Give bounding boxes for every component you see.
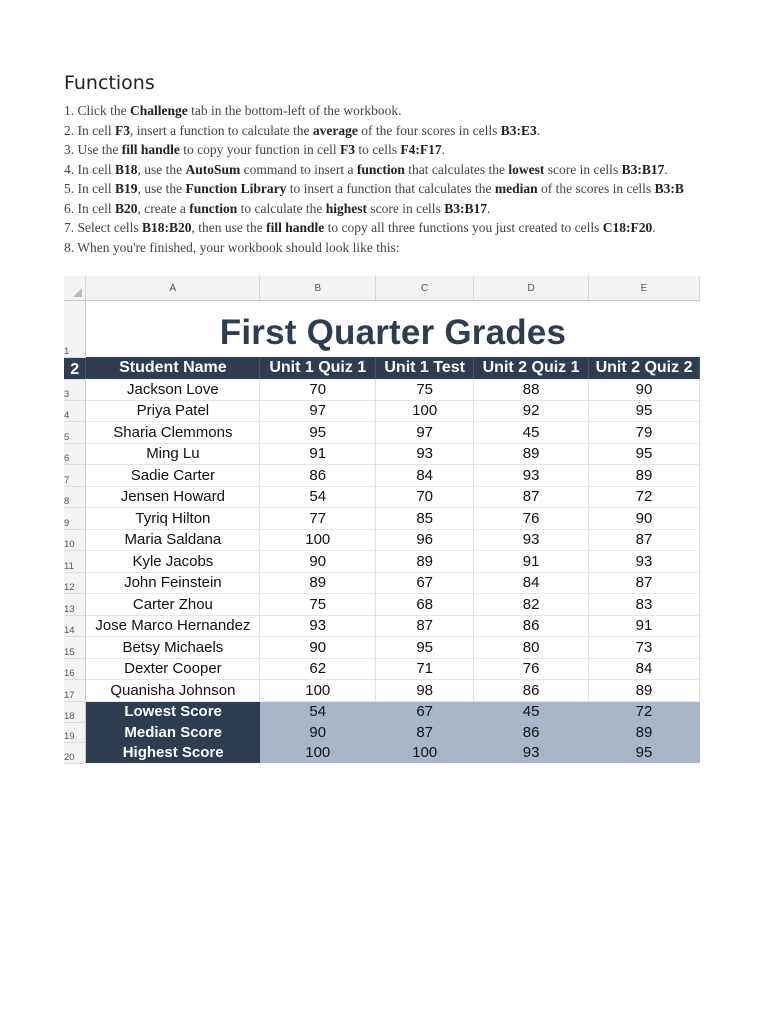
header-row — [64, 357, 700, 379]
page-heading: Functions — [64, 72, 155, 94]
instruction-keyword: B20 — [114, 200, 138, 216]
student-name-cell[interactable]: Maria Saldana — [86, 529, 260, 551]
score-cell[interactable]: 90 — [260, 551, 376, 573]
row-number[interactable]: 9 — [64, 508, 86, 530]
score-cell[interactable]: 45 — [474, 701, 589, 722]
instruction-keyword: B18 — [114, 161, 138, 177]
score-cell[interactable]: 89 — [474, 443, 589, 465]
row-number[interactable]: 3 — [64, 379, 86, 400]
score-cell[interactable]: 93 — [589, 551, 700, 573]
title-row — [64, 301, 700, 358]
row-number[interactable]: 4 — [64, 400, 86, 422]
score-cell[interactable]: 62 — [260, 658, 376, 680]
student-name-cell[interactable]: Ming Lu — [86, 443, 260, 465]
table-row — [64, 658, 700, 680]
score-cell[interactable]: 85 — [376, 508, 474, 530]
instruction-keyword: function — [189, 200, 238, 216]
column-header-d[interactable]: D — [474, 276, 589, 301]
student-name-cell[interactable]: Jose Marco Hernandez — [86, 615, 260, 637]
instruction-text: , create a — [137, 200, 190, 216]
header-unit2-quiz1[interactable]: Unit 2 Quiz 1 — [474, 357, 589, 379]
instruction-text: , then use the — [191, 220, 267, 235]
score-cell[interactable]: 93 — [474, 743, 589, 764]
row-number[interactable]: 18 — [64, 701, 86, 722]
student-name-cell[interactable]: Tyriq Hilton — [86, 508, 260, 530]
student-name-cell[interactable]: Betsy Michaels — [86, 637, 260, 659]
instruction-step — [64, 179, 768, 199]
score-cell[interactable]: 93 — [474, 529, 589, 551]
score-cell[interactable]: 75 — [376, 379, 474, 400]
student-name-cell[interactable]: Carter Zhou — [86, 594, 260, 616]
grades-table — [64, 276, 700, 764]
score-cell[interactable]: 89 — [376, 551, 474, 573]
table-row — [64, 508, 700, 530]
score-cell[interactable]: 87 — [589, 529, 700, 551]
instruction-keyword: median — [494, 181, 538, 196]
score-cell[interactable]: 86 — [260, 465, 376, 487]
row-number[interactable]: 5 — [64, 422, 86, 444]
instruction-keyword: B19 — [114, 181, 138, 196]
row-number[interactable]: 16 — [64, 658, 86, 680]
instruction-text: 7. Select cells — [64, 220, 142, 235]
score-cell[interactable]: 54 — [260, 701, 376, 722]
score-cell[interactable]: 87 — [589, 572, 700, 594]
table-row — [64, 400, 700, 422]
score-cell[interactable]: 67 — [376, 572, 474, 594]
instruction-text: . — [486, 200, 491, 216]
score-cell[interactable]: 86 — [474, 680, 589, 702]
table-row — [64, 529, 700, 551]
score-cell[interactable]: 72 — [589, 486, 700, 508]
instruction-keyword: C18:F20 — [602, 220, 653, 235]
table-row — [64, 572, 700, 594]
table-row — [64, 551, 700, 573]
instruction-text: 8. When you're finished, your workbook should look like this: — [64, 239, 400, 255]
summary-row — [64, 743, 700, 764]
table-row — [64, 594, 700, 616]
student-name-cell[interactable]: Jensen Howard — [86, 486, 260, 508]
instruction-keyword: F3 — [114, 122, 130, 138]
summary-row — [64, 701, 700, 722]
instruction-step — [64, 238, 768, 258]
student-name-cell[interactable]: Sadie Carter — [86, 465, 260, 487]
score-cell[interactable]: 90 — [589, 379, 700, 400]
score-cell[interactable]: 75 — [260, 594, 376, 616]
table-row — [64, 465, 700, 487]
score-cell[interactable]: 80 — [474, 637, 589, 659]
table-row — [64, 379, 700, 400]
instruction-text: 1. Click the — [64, 103, 130, 118]
instruction-keyword: Function Library — [185, 181, 287, 196]
score-cell[interactable]: 82 — [474, 594, 589, 616]
header-unit1-test[interactable]: Unit 1 Test — [376, 357, 474, 379]
instruction-keyword: Challenge — [130, 103, 188, 118]
header-student-name[interactable]: Student Name — [86, 357, 260, 379]
summary-label-cell[interactable]: Lowest Score — [86, 701, 260, 722]
instruction-text: score in cells — [544, 161, 622, 177]
score-cell[interactable]: 89 — [589, 722, 700, 743]
instruction-step — [64, 218, 768, 238]
instruction-keyword: B3:B17 — [621, 161, 665, 177]
header-unit2-quiz2[interactable]: Unit 2 Quiz 2 — [589, 357, 700, 379]
instruction-text: 2. In cell — [64, 122, 115, 138]
score-cell[interactable]: 95 — [589, 743, 700, 764]
instruction-list — [64, 101, 768, 257]
header-unit1-quiz1[interactable]: Unit 1 Quiz 1 — [260, 357, 376, 379]
row-number[interactable]: 2 — [64, 357, 86, 379]
score-cell[interactable]: 91 — [260, 443, 376, 465]
instruction-step — [64, 140, 768, 160]
instruction-keyword: F3 — [339, 142, 355, 157]
score-cell[interactable]: 68 — [376, 594, 474, 616]
instruction-text: score in cells — [366, 200, 445, 216]
score-cell[interactable]: 72 — [589, 701, 700, 722]
score-cell[interactable]: 54 — [260, 486, 376, 508]
student-name-cell[interactable]: Quanisha Johnson — [86, 680, 260, 702]
table-row — [64, 615, 700, 637]
row-number[interactable]: 6 — [64, 443, 86, 465]
instruction-text: . — [536, 122, 541, 138]
score-cell[interactable]: 87 — [376, 615, 474, 637]
summary-row — [64, 722, 700, 743]
column-header-b[interactable]: B — [260, 276, 376, 301]
score-cell[interactable]: 100 — [260, 680, 376, 702]
instruction-text: to insert a function that calculates the — [286, 181, 495, 196]
score-cell[interactable]: 89 — [589, 680, 700, 702]
score-cell[interactable]: 84 — [589, 658, 700, 680]
score-cell[interactable]: 93 — [260, 615, 376, 637]
instruction-text: , insert a function to calculate the — [129, 122, 313, 138]
score-cell[interactable]: 79 — [589, 422, 700, 444]
sheet-title[interactable]: First Quarter Grades — [219, 313, 567, 352]
instruction-keyword: fill handle — [121, 142, 180, 157]
score-cell[interactable]: 100 — [376, 400, 474, 422]
row-number[interactable]: 10 — [64, 529, 86, 551]
summary-label-cell[interactable]: Median Score — [86, 722, 260, 743]
score-cell[interactable]: 96 — [376, 529, 474, 551]
score-cell[interactable]: 91 — [589, 615, 700, 637]
score-cell[interactable]: 86 — [474, 615, 589, 637]
score-cell[interactable]: 98 — [376, 680, 474, 702]
row-number[interactable]: 14 — [64, 615, 86, 637]
instruction-text: to copy your function in cell — [179, 142, 340, 157]
spreadsheet-screenshot — [64, 276, 700, 763]
table-row — [64, 486, 700, 508]
student-name-cell[interactable]: Jackson Love — [86, 379, 260, 400]
score-cell[interactable]: 73 — [589, 637, 700, 659]
instruction-text: 4. In cell — [64, 161, 115, 177]
score-cell[interactable]: 84 — [376, 465, 474, 487]
instruction-text: of the four scores in cells — [357, 122, 501, 138]
instruction-keyword: B3:E3 — [500, 122, 537, 138]
score-cell[interactable]: 92 — [474, 400, 589, 422]
instruction-keyword: F4:F17 — [400, 142, 442, 157]
column-header-a[interactable]: A — [86, 276, 260, 301]
table-row — [64, 637, 700, 659]
instruction-text: to copy all three functions you just created to cells — [324, 220, 603, 235]
instruction-step — [64, 160, 768, 180]
score-cell[interactable]: 70 — [260, 379, 376, 400]
score-cell[interactable]: 77 — [260, 508, 376, 530]
instruction-keyword: fill handle — [266, 220, 325, 235]
instruction-text: that calculates the — [404, 161, 509, 177]
score-cell[interactable]: 93 — [474, 465, 589, 487]
instruction-text: of the scores in cells — [537, 181, 655, 196]
instruction-text: . — [441, 142, 445, 157]
score-cell[interactable]: 91 — [474, 551, 589, 573]
student-name-cell[interactable]: Sharia Clemmons — [86, 422, 260, 444]
instruction-keyword: average — [312, 122, 358, 138]
summary-label-cell[interactable]: Highest Score — [86, 743, 260, 764]
instruction-keyword: B3:B17 — [444, 200, 487, 216]
row-number[interactable]: 17 — [64, 680, 86, 702]
score-cell[interactable]: 88 — [474, 379, 589, 400]
row-number[interactable]: 13 — [64, 594, 86, 616]
score-cell[interactable]: 95 — [376, 637, 474, 659]
score-cell[interactable]: 89 — [589, 465, 700, 487]
score-cell[interactable]: 84 — [474, 572, 589, 594]
instruction-text: , use the — [137, 181, 186, 196]
instruction-keyword: AutoSum — [185, 161, 241, 177]
score-cell[interactable]: 90 — [260, 722, 376, 743]
column-header-e[interactable]: E — [589, 276, 700, 301]
table-row — [64, 443, 700, 465]
instruction-step — [64, 199, 768, 219]
instruction-text: . — [664, 161, 668, 177]
score-cell[interactable]: 100 — [260, 529, 376, 551]
instruction-keyword: highest — [325, 200, 367, 216]
instruction-keyword: B18:B20 — [141, 220, 192, 235]
column-header-row — [64, 276, 700, 301]
row-number[interactable]: 15 — [64, 637, 86, 659]
row-number[interactable]: 12 — [64, 572, 86, 594]
score-cell[interactable]: 95 — [260, 422, 376, 444]
score-cell[interactable]: 97 — [376, 422, 474, 444]
score-cell[interactable]: 100 — [260, 743, 376, 764]
instruction-text: 6. In cell — [64, 200, 115, 216]
select-all-corner[interactable] — [64, 276, 86, 301]
student-name-cell[interactable]: John Feinstein — [86, 572, 260, 594]
row-number[interactable]: 19 — [64, 722, 86, 743]
instruction-text: to cells — [354, 142, 401, 157]
score-cell[interactable]: 87 — [376, 722, 474, 743]
score-cell[interactable]: 76 — [474, 508, 589, 530]
instruction-step — [64, 121, 768, 141]
student-name-cell[interactable]: Priya Patel — [86, 400, 260, 422]
student-name-cell[interactable]: Kyle Jacobs — [86, 551, 260, 573]
instruction-step — [64, 101, 768, 121]
score-cell[interactable]: 71 — [376, 658, 474, 680]
row-number[interactable]: 20 — [64, 743, 86, 764]
score-cell[interactable]: 83 — [589, 594, 700, 616]
instruction-text: . — [652, 220, 656, 235]
instruction-text: to calculate the — [237, 200, 326, 216]
column-header-c[interactable]: C — [376, 276, 474, 301]
score-cell[interactable]: 97 — [260, 400, 376, 422]
table-row — [64, 680, 700, 702]
row-number[interactable]: 1 — [64, 301, 86, 358]
score-cell[interactable]: 90 — [589, 508, 700, 530]
score-cell[interactable]: 76 — [474, 658, 589, 680]
score-cell[interactable]: 86 — [474, 722, 589, 743]
score-cell[interactable]: 89 — [260, 572, 376, 594]
instruction-text: tab in the bottom-left of the workbook. — [187, 103, 402, 118]
score-cell[interactable]: 70 — [376, 486, 474, 508]
row-number[interactable]: 8 — [64, 486, 86, 508]
table-row — [64, 422, 700, 444]
instruction-text: command to insert a — [240, 161, 357, 177]
score-cell[interactable]: 90 — [260, 637, 376, 659]
row-number[interactable]: 7 — [64, 465, 86, 487]
score-cell[interactable]: 45 — [474, 422, 589, 444]
score-cell[interactable]: 95 — [589, 400, 700, 422]
score-cell[interactable]: 100 — [376, 743, 474, 764]
instruction-keyword: lowest — [508, 161, 545, 177]
score-cell[interactable]: 87 — [474, 486, 589, 508]
score-cell[interactable]: 95 — [589, 443, 700, 465]
instruction-keyword: B3:B — [654, 181, 684, 196]
instruction-text: 3. Use the — [64, 142, 122, 157]
row-number[interactable]: 11 — [64, 551, 86, 573]
score-cell[interactable]: 93 — [376, 443, 474, 465]
instruction-text: , use the — [137, 161, 186, 177]
instruction-text: 5. In cell — [64, 181, 115, 196]
score-cell[interactable]: 67 — [376, 701, 474, 722]
instruction-keyword: function — [356, 161, 405, 177]
student-name-cell[interactable]: Dexter Cooper — [86, 658, 260, 680]
